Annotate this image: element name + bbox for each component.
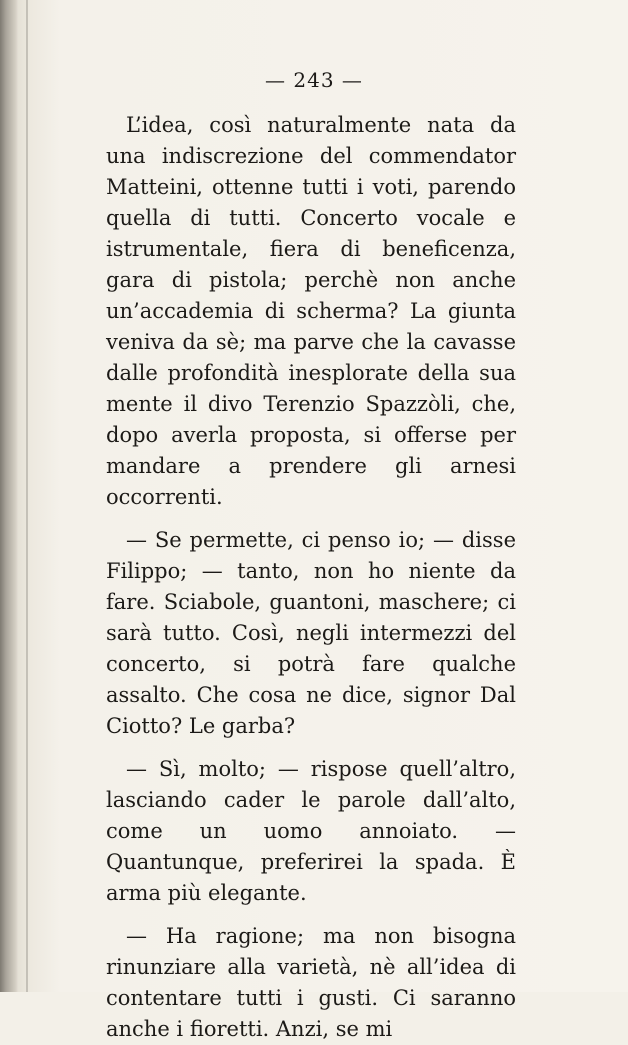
page-number: — 243 — <box>265 68 363 92</box>
paragraph: L’idea, così naturalmente nata da una indiscrezione del commendator Matteini, ottenne tutti i voti, parendo quella di tutti. Concerto vocale e istrumentale, fiera di beneficenza, gara di pistola; perchè non anche un’accademia di scherma? La giunta veniva da sè; ma parve che la cavasse dalle profondità inesplorate della sua mente il divo Terenzio Spazzòli, che, dopo averla proposta, si offerse per mandare a prendere gli arnesi occorrenti. <box>106 113 516 509</box>
body-text <box>106 110 516 1045</box>
page-gutter-shadow <box>0 0 18 992</box>
paragraph: — Ha ragione; ma non bisogna rinunziare alla varietà, nè all’idea di contentare tutti i gusti. Ci saranno anche i fioretti. Anzi, se mi <box>106 924 516 1041</box>
paragraph: — Sì, molto; — rispose quell’altro, lasciando cader le parole dall’alto, come un uomo annoiato. — Quantunque, preferirei la spada. È arma più elegante. <box>106 757 516 905</box>
page-binding-line <box>26 0 28 992</box>
paragraph: — Se permette, ci penso io; — disse Filippo; — tanto, non ho niente da fare. Sciabole, guantoni, maschere; ci sarà tutto. Così, negli intermezzi del concerto, si potrà fare qualche assalto. Che cosa ne dice, signor Dal Ciotto? Le garba? <box>106 528 516 738</box>
